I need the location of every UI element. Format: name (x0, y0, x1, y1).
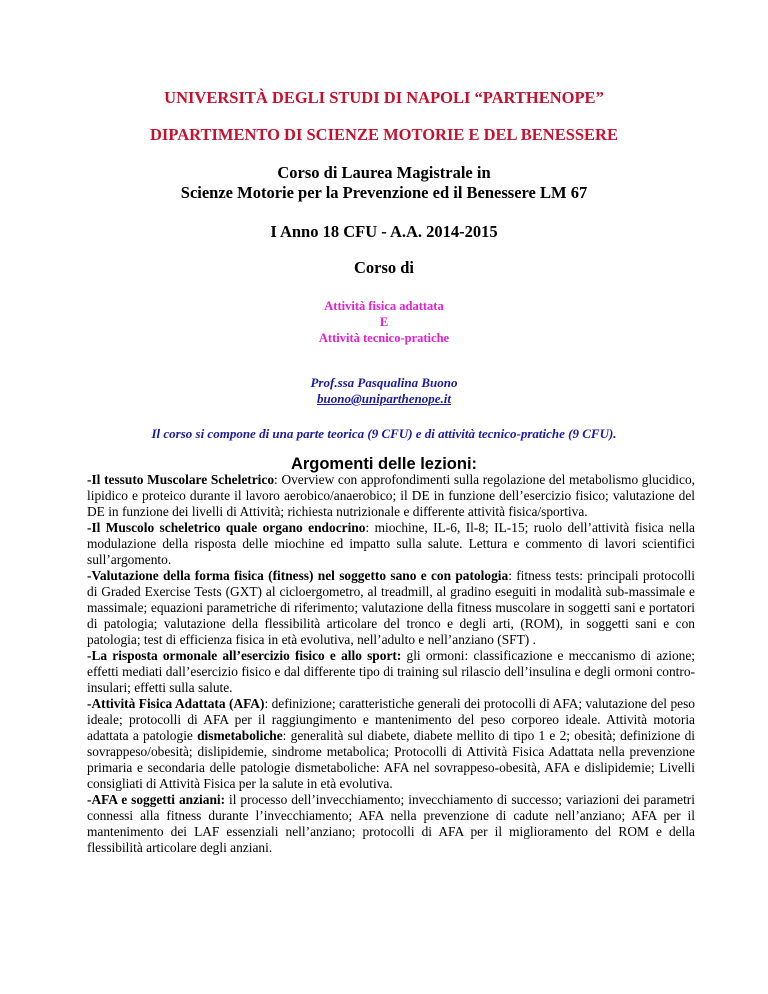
year-line: I Anno 18 CFU - A.A. 2014-2015 (270, 222, 498, 241)
professor-name: Prof.ssa Pasqualina Buono (310, 375, 458, 390)
course-of-label: Corso di (353, 258, 415, 277)
topic-lead: -La risposta ormonale all’esercizio fisico e allo sport: (87, 648, 402, 663)
topic-body: gli ormoni: classificazione e meccanismo di azione; effetti mediati dall’esercizio fisico e dal differente tipo di training sul rilascio dell’insulina e degli ormoni contro-insulari; effetti sulla salute. (87, 648, 695, 695)
degree-line-1: Corso di Laurea Magistrale in (277, 163, 491, 182)
topic-item (87, 568, 695, 648)
topic-body: : Overview con approfondimenti sulla regolazione del metabolismo glucidico, lipidico e proteico durante il lavoro aerobico/anaerobico; il DE in funzione dell’esercizio fisico; valutazione del DE in funzione dei livelli di Attività; richiesta nutrizionale e differente attività fisica/sportiva. (87, 472, 695, 519)
topic-lead: -Valutazione della forma fisica (fitness) nel soggetto sano e con patologia (87, 568, 509, 583)
professor-block (0, 375, 768, 407)
professor-email-link[interactable]: buono@uniparthenope.it (317, 391, 451, 406)
topic-item (87, 520, 695, 568)
topics-list (87, 472, 695, 856)
topic-lead: -AFA e soggetti anziani: (87, 792, 226, 807)
topics-title: Argomenti delle lezioni: (290, 455, 478, 473)
topic-bold-term: dismetaboliche (197, 728, 283, 743)
topic-lead: -Il Muscolo scheletrico quale organo endocrino (87, 520, 366, 535)
degree-heading (0, 163, 768, 203)
topic-body: : definizione; caratteristiche generali dei protocolli di AFA; valutazione del peso ideale; protocolli di AFA per il raggiungimento e mantenimento del peso corporeo ideale. Attività motoria adattata a patologie (87, 696, 696, 743)
topic-item (87, 648, 695, 696)
course-name-2: Attività tecnico-pratiche (318, 331, 450, 345)
course-name-1: Attività fisica adattata (324, 299, 444, 313)
course-conjunction: E (379, 315, 389, 329)
university-title: UNIVERSITÀ DEGLI STUDI DI NAPOLI “PARTHENOPE” (164, 88, 604, 107)
topic-item (87, 792, 695, 856)
topic-body: : miochine, IL-6, Il-8; IL-15; ruolo dell’attività fisica nella modulazione della risposta delle miochine ed impatto sulla salute. Lettura e commento di lavori scientifici sull’argomento. (87, 520, 695, 567)
degree-line-2: Scienze Motorie per la Prevenzione ed il Benessere LM 67 (180, 183, 588, 202)
topic-lead: -Attività Fisica Adattata (AFA) (87, 696, 265, 711)
topic-body-continued: : generalità sul diabete, diabete mellito di tipo 1 e 2; obesità; definizione di sovrappeso/obesità; dislipidemie, sindrome metabolica; Protocolli di Attività Fisica Adattata nella prevenzione primaria e secondaria delle patologie dismetaboliche: AFA nel sovrappeso-obesità, AFA e dislipidemie; Livelli consigliati di Attività Fisica per la salute in età evolutiva. (87, 728, 696, 791)
course-names (0, 298, 768, 346)
course-composition: Il corso si compone di una parte teorica (9 CFU) e di attività tecnico-pratiche (9 CFU). (151, 426, 617, 441)
topic-lead: -Il tessuto Muscolare Scheletrico (87, 472, 275, 487)
department-title: DIPARTIMENTO DI SCIENZE MOTORIE E DEL BENESSERE (150, 125, 618, 144)
topic-item (87, 472, 695, 520)
topic-body: : fitness tests: principali protocolli di Graded Exercise Tests (GXT) al cicloergometro, al treadmill, al gradino eseguiti in modalità sub-massimale e massimale; equazioni parametriche di riferimento; valutazione della fitness muscolare in soggetti sani e portatori di patologia; valutazione della flessibilità articolare del tronco e degli arti, (ROM), in soggetti sani e con patologia; test di efficienza fisica in età evolutiva, nell’adulto e nell’anziano (SFT) . (87, 568, 695, 647)
topic-body: il processo dell’invecchiamento; invecchiamento di successo; variazioni dei parametri connessi alla fitness durante l’invecchiamento; AFA nella prevenzione di cadute nell’anziano; AFA per il mantenimento dei LAF essenziali nell’anziano; protocolli di AFA per il miglioramento del ROM e della flessibilità articolare degli anziani. (87, 792, 695, 855)
topic-item (87, 696, 695, 792)
